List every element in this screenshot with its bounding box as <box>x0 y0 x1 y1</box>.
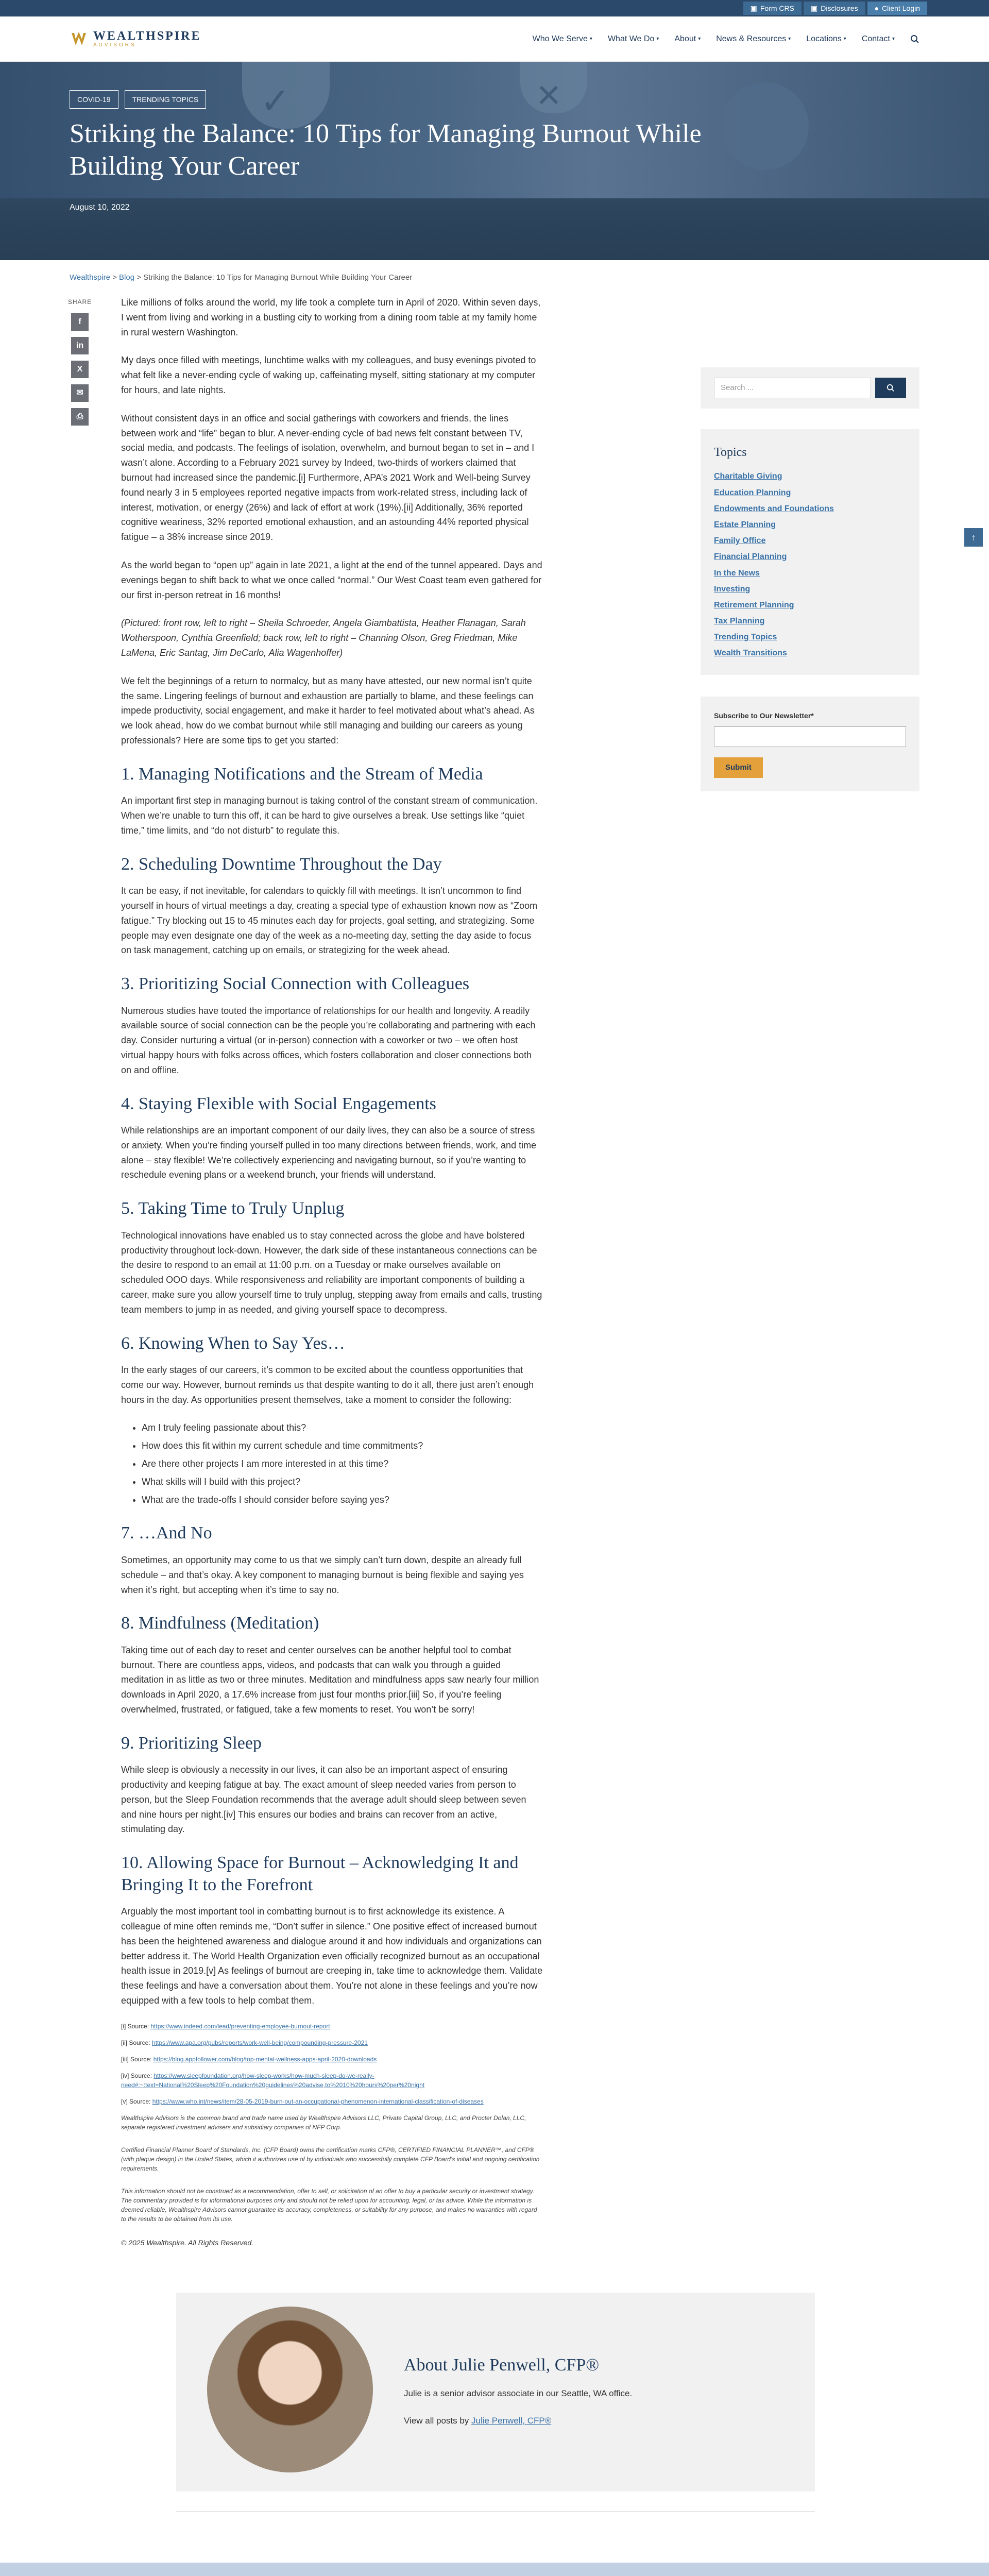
hero-banner <box>0 62 989 260</box>
list-item: • What are the trade-offs I should consider before saying yes? <box>142 1493 543 1507</box>
arrow-up-icon: ↑ <box>971 532 976 543</box>
tag-trending[interactable]: TRENDING TOPICS <box>125 90 207 109</box>
newsletter-box <box>701 697 919 791</box>
source-link[interactable]: https://www.sleepfoundation.org/how-sleep-works/how-much-sleep-do-we-really-need#:~:text=National%20Sleep%20Foundation%20guidelines%20advise,to%2010%20hours%20per%20night <box>121 2072 425 2089</box>
caption-text: (Pictured: front row, left to right – Sheila Schroeder, Angela Giambattista, Heather Flanagan, Sarah Wotherspoon, Cynthia Greenfield; back row, left to right – Channing Olson, Greg Friedman, Mike LaMena, Eric Santag, Jim DeCarlo, Alia Wagenhoffer) <box>121 618 526 658</box>
section-heading: 5. Taking Time to Truly Unplug <box>121 1199 345 1218</box>
paragraph: Like millions of folks around the world, my life took a complete turn in April of 2020. Within seven days, I went from living and working in a bustling city to working from a dining room table at my family home in rural western Washington. <box>121 297 541 337</box>
article-copyright: © 2025 Wealthspire. All Rights Reserved. <box>121 2238 253 2247</box>
author-posts-link[interactable]: Julie Penwell, CFP® <box>471 2416 552 2426</box>
paragraph: In the early stages of our careers, it’s common to be excited about the countless opportunities that come our way. However, burnout reminds us that despite wanting to do it all, there just aren’t enough hours in the day. As opportunities present themselves, take a moment to consider the following: <box>121 1365 534 1405</box>
chevron-down-icon: ▾ <box>892 36 895 42</box>
nav-what-we-do[interactable] <box>608 32 659 46</box>
paragraph: My days once filled with meetings, lunchtime walks with my colleagues, and busy evenings pivoted to what felt like a never-ending cycle of waking up, caffeinating myself, sitting stationary at my computer for hours, and late nights. <box>121 355 536 395</box>
list-item: • Are there other projects I am more interested in at this time? <box>142 1456 543 1471</box>
chevron-down-icon: ▾ <box>843 36 846 42</box>
nav-label: Locations <box>806 34 842 43</box>
author-title: About Julie Penwell, CFP® <box>404 2355 600 2375</box>
paragraph: It can be easy, if not inevitable, for calendars to quickly fill with meetings. It isn’t uncommon to find yourself in hours of virtual meetings a day, creating a special type of exhaustion known now as “Zoom fatigue.” Try blocking out 15 to 45 minutes each day for projects, goal setting, and strategizing. Some people may even designate one day of the week as a no-meeting day, setting the day aside to focus on task management, catching up on emails, or strategizing for the week ahead. <box>121 886 538 956</box>
paragraph: As the world began to “open up” again in late 2021, a light at the end of the tunnel appeared. Days and evenings began to shift back to what we once called “normal.” Our West Coast team even gathered for our first in-person retreat in 16 months! <box>121 560 542 600</box>
brand-name: WEALTHSPIRE <box>93 29 201 43</box>
page-title: Striking the Balance: 10 Tips for Managing Burnout While Building Your Career <box>70 119 702 181</box>
chevron-down-icon: ▾ <box>589 36 592 42</box>
topic-link[interactable]: Education Planning <box>714 488 791 497</box>
list-item: • What skills will I build with this project? <box>142 1475 543 1489</box>
topic-link[interactable]: Wealth Transitions <box>714 649 787 658</box>
form-crs-link[interactable] <box>743 2 802 15</box>
disclaimer: This information should not be construed as a recommendation, offer to sell, or solicitation of an offer to buy a particular security or investment strategy. The commentary provided is for informational purposes only and should not be relied upon for accounting, legal, or tax advice. While the information is deemed reliable, Wealthspire Advisors cannot guarantee its accuracy, completeness, or suitability for any purpose, and makes no warranties with regard to the results to be obtained from its use. <box>121 2187 537 2223</box>
nav-contact[interactable] <box>862 32 895 46</box>
topics-title: Topics <box>714 446 747 459</box>
disclosures-label: Disclosures <box>821 4 858 12</box>
x-icon[interactable]: X <box>71 361 89 378</box>
disclaimer: Certified Financial Planner Board of Standards, Inc. (CFP Board) owns the certification marks CFP®, CERTIFIED FINANCIAL PLANNER™, and CFP® (with plaque design) in the United States, which it authorizes use of by individuals who successfully complete CFP Board’s initial and ongoing certification requirements. <box>121 2146 540 2172</box>
document-icon: ▣ <box>750 4 757 12</box>
nav-label: Contact <box>861 34 890 43</box>
article-body <box>121 295 543 2262</box>
source-note <box>121 2022 543 2031</box>
site-header <box>0 16 989 62</box>
source-label: [ii] Source: <box>121 2039 152 2046</box>
nav-who-we-serve[interactable] <box>533 32 592 46</box>
share-label: SHARE <box>67 298 92 306</box>
nav-label: About <box>674 34 696 43</box>
breadcrumb-home[interactable]: Wealthspire <box>70 273 110 282</box>
topic-link[interactable]: Family Office <box>714 536 766 546</box>
paragraph: While sleep is obviously a necessity in our lives, it can also be an important aspect of ensuring productivity and keeping fatigue at bay. The exact amount of sleep needed varies from person to person, but the Sleep Foundation recommends that the average adult should sleep between seven and nine hours per night.[iv] This ensures our bodies and brains can recover from an active, stimulating day. <box>121 1765 526 1835</box>
share-bar <box>67 295 92 2262</box>
brand-sub: ADVISORS <box>93 42 137 48</box>
paragraph: Arguably the most important tool in combatting burnout is to first acknowledge its existence. A colleague of mine often reminds me, “Don’t suffer in silence.” One positive effect of increased burnout has been the heightened awareness and dialogue around it and how individuals and organizations can better address it. The World Health Organization even officially recognized burnout as an occupational health issue in 2019.[v] As feelings of burnout are creeping in, take time to acknowledge them. Validate these feelings and have a conversation about them. You’re not alone in these feelings and you’re now equipped with a few tools to help combat them. <box>121 1906 543 2006</box>
section-heading: 1. Managing Notifications and the Stream of Media <box>121 764 483 784</box>
site-logo[interactable] <box>70 30 201 48</box>
source-link[interactable]: https://blog.appfollower.com/blog/top-mental-wellness-apps-april-2020-downloads <box>153 2055 377 2063</box>
photo-caption <box>121 616 543 660</box>
breadcrumb-current: Striking the Balance: 10 Tips for Managing Burnout While Building Your Career <box>143 273 413 282</box>
source-link[interactable]: https://www.indeed.com/lead/preventing-employee-burnout-report <box>150 2022 330 2030</box>
question-list <box>142 1420 543 1507</box>
search-box <box>701 367 919 409</box>
user-icon: ● <box>874 4 879 12</box>
section-heading: 6. Knowing When to Say Yes… <box>121 1333 345 1353</box>
source-note <box>121 2055 543 2064</box>
print-icon[interactable]: ⎙ <box>71 408 89 426</box>
nav-label: Who We Serve <box>532 34 588 43</box>
section-heading: 10. Allowing Space for Burnout – Acknowledging It and Bringing It to the Forefront <box>121 1853 519 1894</box>
publish-date: August 10, 2022 <box>70 203 130 212</box>
chevron-down-icon: ▾ <box>698 36 701 42</box>
sidebar <box>701 295 919 2262</box>
nav-about[interactable] <box>674 32 701 46</box>
email-icon[interactable]: ✉ <box>71 384 89 402</box>
paragraph: Taking time out of each day to reset and center ourselves can be another helpful tool to combat burnout. There are countless apps, videos, and podcasts that can walk you through a guided meditation in as little as two or three minutes. Meditation and mindfulness apps saw nearly four million downloads in April 2020, a 17.6% increase from just four months prior.[iii] So, if you’re feeling overwhelmed, frustrated, or fatigued, take a few moments to reset. You won’t be sorry! <box>121 1645 539 1715</box>
logo-mark-icon <box>70 30 88 48</box>
chevron-down-icon: ▾ <box>656 36 659 42</box>
main-nav <box>533 32 919 46</box>
search-icon[interactable] <box>910 35 919 44</box>
nav-news-resources[interactable] <box>716 32 791 46</box>
paragraph: Without consistent days in an office and social gatherings with coworkers and friends, the lines between work and “life” began to blur. A never-ending cycle of bad news felt constant between TV, social media, and podcasts. The feelings of isolation, overwhelm, and burnout began to set in – and I wasn’t alone. According to a February 2021 survey by Indeed, two-thirds of workers claimed that burnout had increased since the pandemic.[i] Furthermore, APA’s 2021 Work and Well-being Survey found nearly 3 in 5 employees reported negative impacts from work-related stress, including lack of interest, motivation, or energy (26%) and lack of effort at work (19%).[ii] Additionally, 36% reported cognitive weariness, 32% reported emotional exhaustion, and an astounding 44% reported physical fatigue – a 38% increase since 2019. <box>121 413 535 543</box>
topic-link[interactable]: Investing <box>714 584 751 594</box>
author-posts-prefix: View all posts by <box>404 2416 472 2426</box>
nav-locations[interactable] <box>806 32 846 46</box>
source-link[interactable]: https://www.who.int/news/item/28-05-2019-burn-out-an-occupational-phenomenon-international-classification-of-diseases <box>152 2097 484 2105</box>
tag-covid[interactable]: COVID-19 <box>70 90 118 109</box>
search-button[interactable] <box>875 378 906 398</box>
section-heading: 2. Scheduling Downtime Throughout the Day <box>121 854 442 874</box>
nav-label: What We Do <box>607 34 655 43</box>
search-icon <box>886 384 895 392</box>
author-bio <box>176 2293 815 2492</box>
paragraph: Sometimes, an opportunity may come to us that we simply can’t turn down, despite an already full schedule – and that’s okay. A key component to managing burnout is being flexible and saying yes when it’s right, but accepting when it’s time to say no. <box>121 1554 524 1595</box>
section-heading: 3. Prioritizing Social Connection with Colleagues <box>121 974 470 994</box>
source-label: [iii] Source: <box>121 2055 154 2063</box>
author-avatar <box>207 2307 373 2472</box>
section-heading: 8. Mindfulness (Meditation) <box>121 1614 319 1633</box>
topic-link[interactable]: Retirement Planning <box>714 600 794 609</box>
scroll-to-top-button[interactable] <box>964 528 983 547</box>
hero-tags <box>70 90 783 109</box>
topic-link[interactable]: Endowments and Foundations <box>714 504 834 513</box>
checkmark-icon: ✓ <box>260 81 291 121</box>
breadcrumb: Wealthspire > Blog > Striking the Balance: 10 Tips for Managing Burnout While Building Your Career <box>70 273 413 282</box>
topic-link[interactable]: Tax Planning <box>714 617 765 626</box>
document-icon: ▣ <box>811 4 818 12</box>
divider <box>176 2511 815 2563</box>
source-note <box>121 2038 543 2047</box>
utility-bar <box>0 0 989 16</box>
source-label: [v] Source: <box>121 2097 152 2105</box>
submit-button[interactable]: Submit <box>714 757 763 778</box>
paragraph: Numerous studies have touted the importance of relationships for our health and longevity. A readily available source of social connection can be the people you’re collaborating and partnering with each day. Consider nurturing a virtual (or in-person) connection with a coworker or two – we often host virtual happy hours with folks across offices, which fosters collaboration and closer connections both on and offline. <box>121 1005 536 1075</box>
facebook-icon[interactable]: f <box>71 313 89 331</box>
disclaimer: Wealthspire Advisors is the common brand and trade name used by Wealthspire Advisors LLC, Private Capital Group, LLC, and Procter Dolan, LLC, separate registered investment advisers and subsidiary companies of NFP Corp. <box>121 2114 526 2131</box>
section-heading: 9. Prioritizing Sleep <box>121 1733 262 1753</box>
nav-label: News & Resources <box>716 34 787 43</box>
source-label: [iv] Source: <box>121 2072 154 2079</box>
topic-link[interactable]: Estate Planning <box>714 520 776 529</box>
paragraph: While relationships are an important component of our daily lives, they can also be a source of stress or anxiety. When you’re finding yourself pulled in too many directions between friends, work, and time alone – stay flexible! We’re collectively experiencing and navigating burnout, so if you’re wanting to reschedule evening plans or a weekend brunch, your friends will understand. <box>121 1125 537 1180</box>
source-link[interactable]: https://www.apa.org/pubs/reports/work-well-being/compounding-pressure-2021 <box>152 2039 368 2046</box>
linkedin-icon[interactable]: in <box>71 337 89 354</box>
client-login-link[interactable] <box>867 2 927 15</box>
topic-link[interactable]: Trending Topics <box>714 633 777 642</box>
author-posts <box>404 2414 632 2428</box>
author-bio-text: Julie is a senior advisor associate in our Seattle, WA office. <box>404 2388 633 2399</box>
topic-link[interactable]: Financial Planning <box>714 552 787 562</box>
topic-link[interactable]: Charitable Giving <box>714 472 782 481</box>
source-note <box>121 2071 543 2090</box>
paragraph: Technological innovations have enabled us to stay connected across the globe and have bolstered productivity throughout lock-down. However, the dark side of these instantaneous connections can be the desire to respond to an email at 11:00 p.m. on a Tuesday or make ourselves available on scheduled OOO days. While responsiveness and reliability are important components of building a career, make sure you allow yourself time to truly unplug, stepping away from emails and calls, trusting team members to jump in as needed, and giving yourself space to decompress. <box>121 1230 542 1315</box>
breadcrumb-blog[interactable]: Blog <box>119 273 135 282</box>
source-note <box>121 2097 543 2106</box>
list-item: • Am I truly feeling passionate about this? <box>142 1420 543 1435</box>
topic-link[interactable]: In the News <box>714 568 760 578</box>
paragraph: An important first step in managing burnout is taking control of the constant stream of communication. When we’re unable to turn this off, it can be hard to give ourselves a break. Use settings like “quiet time,” time limits, and “do not disturb” to regulate this. <box>121 795 538 836</box>
x-mark-icon: × <box>537 72 561 117</box>
paragraph: We felt the beginnings of a return to normalcy, but as many have attested, our new normal isn’t quite the same. Lingering feelings of burnout and exhaustion are partially to blame, and these feelings can impede productivity, social engagement, and make it harder to feel motivated about what’s ahead. As we look ahead, how do we combat burnout while still managing and building our careers as young professionals? Here are some tips to get you started: <box>121 675 535 745</box>
topics-box <box>701 429 919 675</box>
disclosures-link[interactable] <box>804 2 865 15</box>
search-input[interactable]: Search ... <box>714 378 871 398</box>
newsletter-email-input[interactable] <box>714 726 906 747</box>
section-heading: 7. …And No <box>121 1523 212 1543</box>
related-content <box>0 2563 989 2576</box>
client-login-label: Client Login <box>882 4 920 12</box>
list-item: • How does this fit within my current schedule and time commitments? <box>142 1438 543 1453</box>
chevron-down-icon: ▾ <box>788 36 791 42</box>
form-crs-label: Form CRS <box>760 4 794 12</box>
source-label: [i] Source: <box>121 2022 151 2030</box>
newsletter-label: Subscribe to Our Newsletter* <box>714 711 814 720</box>
section-heading: 4. Staying Flexible with Social Engagements <box>121 1094 436 1113</box>
